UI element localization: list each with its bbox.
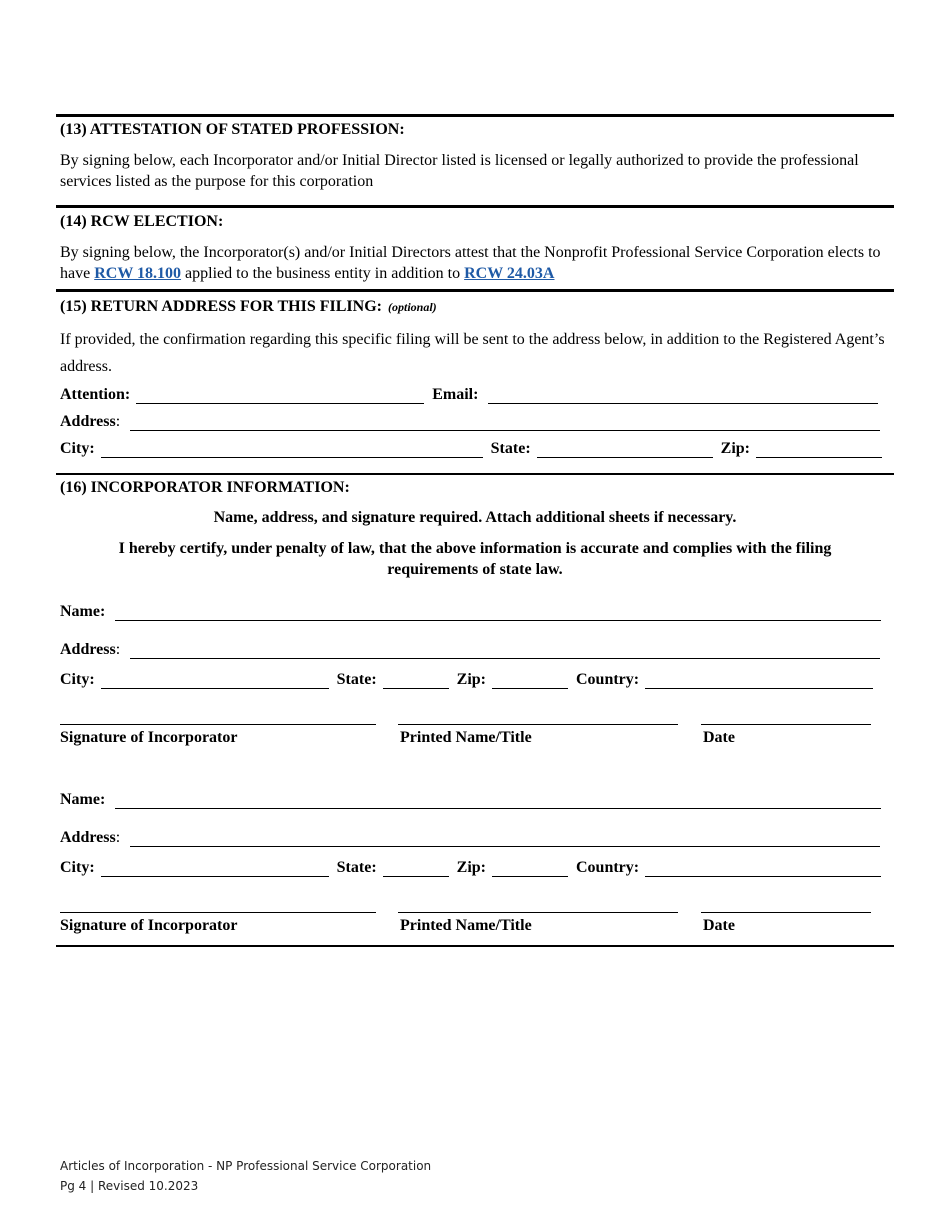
section-15-body: If provided, the confirmation regarding this specific filing will be sent to the address below, in addition to the Registered Agent’s address. [60, 331, 885, 375]
date-label: Date [703, 917, 735, 934]
state-field[interactable] [537, 443, 713, 458]
incorporator-1-city-field[interactable] [101, 674, 329, 689]
city-row [60, 436, 882, 458]
email-field[interactable] [488, 389, 878, 404]
section-13-body: By signing below, each Incorporator and/or Initial Director listed is licensed or legally authorized to provide the professional services listed as the purpose for this corporation [60, 152, 859, 190]
incorporator-1-city-row [60, 667, 873, 689]
email-label: Email: [432, 386, 479, 403]
certification-text: I hereby certify, under penalty of law, that the above information is accurate and complies with the filing requirements of state law. [118, 540, 832, 578]
incorporator-2-state-field[interactable] [383, 862, 449, 877]
state-label: State: [336, 671, 377, 688]
incorporator-1-name-field[interactable] [115, 606, 881, 621]
section-14-text-pre: By signing below, the Incorporator(s) and/or Initial Directors attest that the Nonprofit Professional Service Corporation elects to have [60, 244, 881, 282]
signature-label: Signature of Incorporator [60, 729, 238, 746]
incorporator-2-address-field[interactable] [130, 832, 880, 847]
section-16-heading: (16) INCORPORATOR INFORMATION: [60, 479, 350, 496]
section-15-heading [60, 296, 437, 318]
country-label: Country: [575, 671, 640, 688]
country-label: Country: [575, 859, 640, 876]
section-14-body [60, 242, 890, 284]
incorporator-1-zip-field[interactable] [492, 674, 568, 689]
name-label: Name: [60, 603, 106, 620]
divider-top [56, 114, 894, 117]
incorporator-1-printed-name-line[interactable] [398, 724, 678, 725]
city-field[interactable] [101, 443, 483, 458]
rcw-24-03a-link[interactable]: RCW 24.03A [464, 265, 555, 282]
address-row [60, 409, 888, 431]
address-field[interactable] [130, 416, 880, 431]
incorporator-2-city-row [60, 855, 881, 877]
zip-label: Zip: [720, 440, 750, 457]
incorporator-1-signature-line[interactable] [60, 724, 376, 725]
address-label: Address [60, 829, 116, 846]
incorporator-2-address-row [60, 825, 888, 847]
incorporator-2-date-line[interactable] [701, 912, 871, 913]
signature-label: Signature of Incorporator [60, 917, 238, 934]
zip-label: Zip: [456, 859, 486, 876]
divider-15 [56, 289, 894, 292]
incorporator-2-city-field[interactable] [101, 862, 329, 877]
city-label: City: [60, 440, 95, 457]
incorporator-1-date-line[interactable] [701, 724, 871, 725]
address-label: Address [60, 641, 116, 658]
incorporator-2-name-row [60, 787, 889, 809]
attention-row [60, 382, 886, 404]
address-colon: : [115, 641, 121, 658]
divider-16 [56, 473, 894, 475]
state-label: State: [336, 859, 377, 876]
date-label: Date [703, 729, 735, 746]
footer-page: Pg 4 | Revised 10.2023 [60, 1179, 199, 1193]
section-15-title: (15) RETURN ADDRESS FOR THIS FILING: [60, 298, 382, 315]
attention-label: Attention: [60, 386, 131, 403]
divider-bottom [56, 945, 894, 947]
divider-14 [56, 205, 894, 208]
incorporator-note: Name, address, and signature required. Attach additional sheets if necessary. [213, 509, 737, 526]
optional-label: (optional) [387, 300, 437, 314]
section-14-text-mid: applied to the business entity in addition to [181, 265, 465, 282]
address-colon: : [115, 413, 121, 430]
incorporator-1-country-field[interactable] [645, 674, 873, 689]
name-label: Name: [60, 791, 106, 808]
incorporator-1-address-field[interactable] [130, 644, 880, 659]
address-colon: : [115, 829, 121, 846]
incorporator-2-country-field[interactable] [645, 862, 881, 877]
zip-field[interactable] [756, 443, 882, 458]
incorporator-2-signature-line[interactable] [60, 912, 376, 913]
incorporator-2-name-field[interactable] [115, 794, 881, 809]
incorporator-1-name-row [60, 599, 889, 621]
incorporator-1-state-field[interactable] [383, 674, 449, 689]
state-label: State: [490, 440, 531, 457]
attention-field[interactable] [136, 389, 424, 404]
zip-label: Zip: [456, 671, 486, 688]
incorporator-1-address-row [60, 637, 888, 659]
printed-name-label: Printed Name/Title [400, 729, 532, 746]
rcw-18-100-link[interactable]: RCW 18.100 [94, 265, 182, 282]
section-14-heading: (14) RCW ELECTION: [60, 213, 224, 230]
address-label: Address [60, 413, 116, 430]
incorporator-2-zip-field[interactable] [492, 862, 568, 877]
footer-title: Articles of Incorporation - NP Professional Service Corporation [60, 1159, 432, 1173]
city-label: City: [60, 671, 95, 688]
city-label: City: [60, 859, 95, 876]
incorporator-2-printed-name-line[interactable] [398, 912, 678, 913]
section-13-heading: (13) ATTESTATION OF STATED PROFESSION: [60, 121, 405, 138]
printed-name-label: Printed Name/Title [400, 917, 532, 934]
